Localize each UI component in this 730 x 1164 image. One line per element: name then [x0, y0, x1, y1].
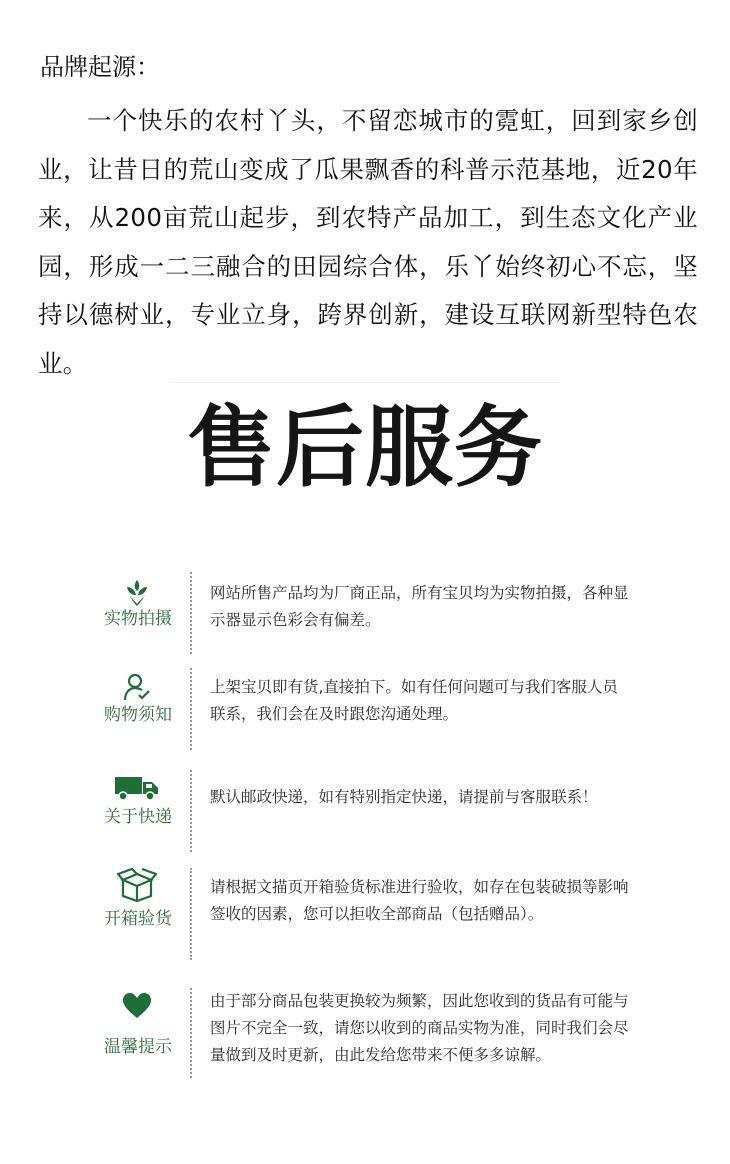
service-text: 由于部分商品包装更换较为频繁，因此您收到的货品有可能与图片不完全一致，请您以收到的商品实物为准，同时我们会尽量做到及时更新，由此发给您带来不便多多谅解。	[210, 992, 629, 1064]
dotted-divider	[190, 988, 192, 1078]
dotted-divider	[190, 770, 192, 852]
service-text: 网站所售产品均为厂商正品，所有宝贝均为实物拍摄，各种显示器显示色彩会有偏差。	[210, 584, 629, 629]
leaf-icon	[112, 578, 162, 612]
truck-icon	[112, 774, 162, 808]
service-label: 开箱验货	[104, 909, 172, 929]
brand-origin-paragraph: 一个快乐的农村丫头，不留恋城市的霓虹，回到家乡创业，让昔日的荒山变成了瓜果飘香的科普示范基地，近20年来，从200亩荒山起步，到农特产品加工，到生态文化产业园，形成一二三融合的田园综合体，乐丫始终初心不忘，坚持以德树业，专业立身，跨界创新，建设互联网新型特色农业。	[38, 106, 698, 378]
dotted-divider	[190, 868, 192, 960]
service-label: 关于快递	[104, 807, 172, 827]
section-divider	[170, 382, 560, 383]
service-text: 请根据文描页开箱验货标准进行验收，如存在包装破损等影响签收的因素，您可以拒收全部商品（包括赠品）。	[210, 878, 629, 923]
heart-icon	[112, 992, 162, 1026]
dotted-divider	[190, 572, 192, 654]
box-icon	[112, 868, 162, 902]
service-text: 默认邮政快递，如有特别指定快递，请提前与客服联系！	[210, 788, 598, 806]
dotted-divider	[190, 668, 192, 750]
user-check-icon	[112, 672, 162, 706]
service-label: 温馨提示	[104, 1037, 172, 1057]
service-text: 上架宝贝即有货,直接拍下。如有任何问题可与我们客服人员联系，我们会在及时跟您沟通处理。	[210, 678, 618, 723]
service-label: 实物拍摄	[104, 609, 172, 629]
brand-origin-heading: 品牌起源：	[40, 53, 160, 81]
service-label: 购物须知	[104, 705, 172, 725]
after-sales-title: 售后服务	[186, 396, 543, 499]
